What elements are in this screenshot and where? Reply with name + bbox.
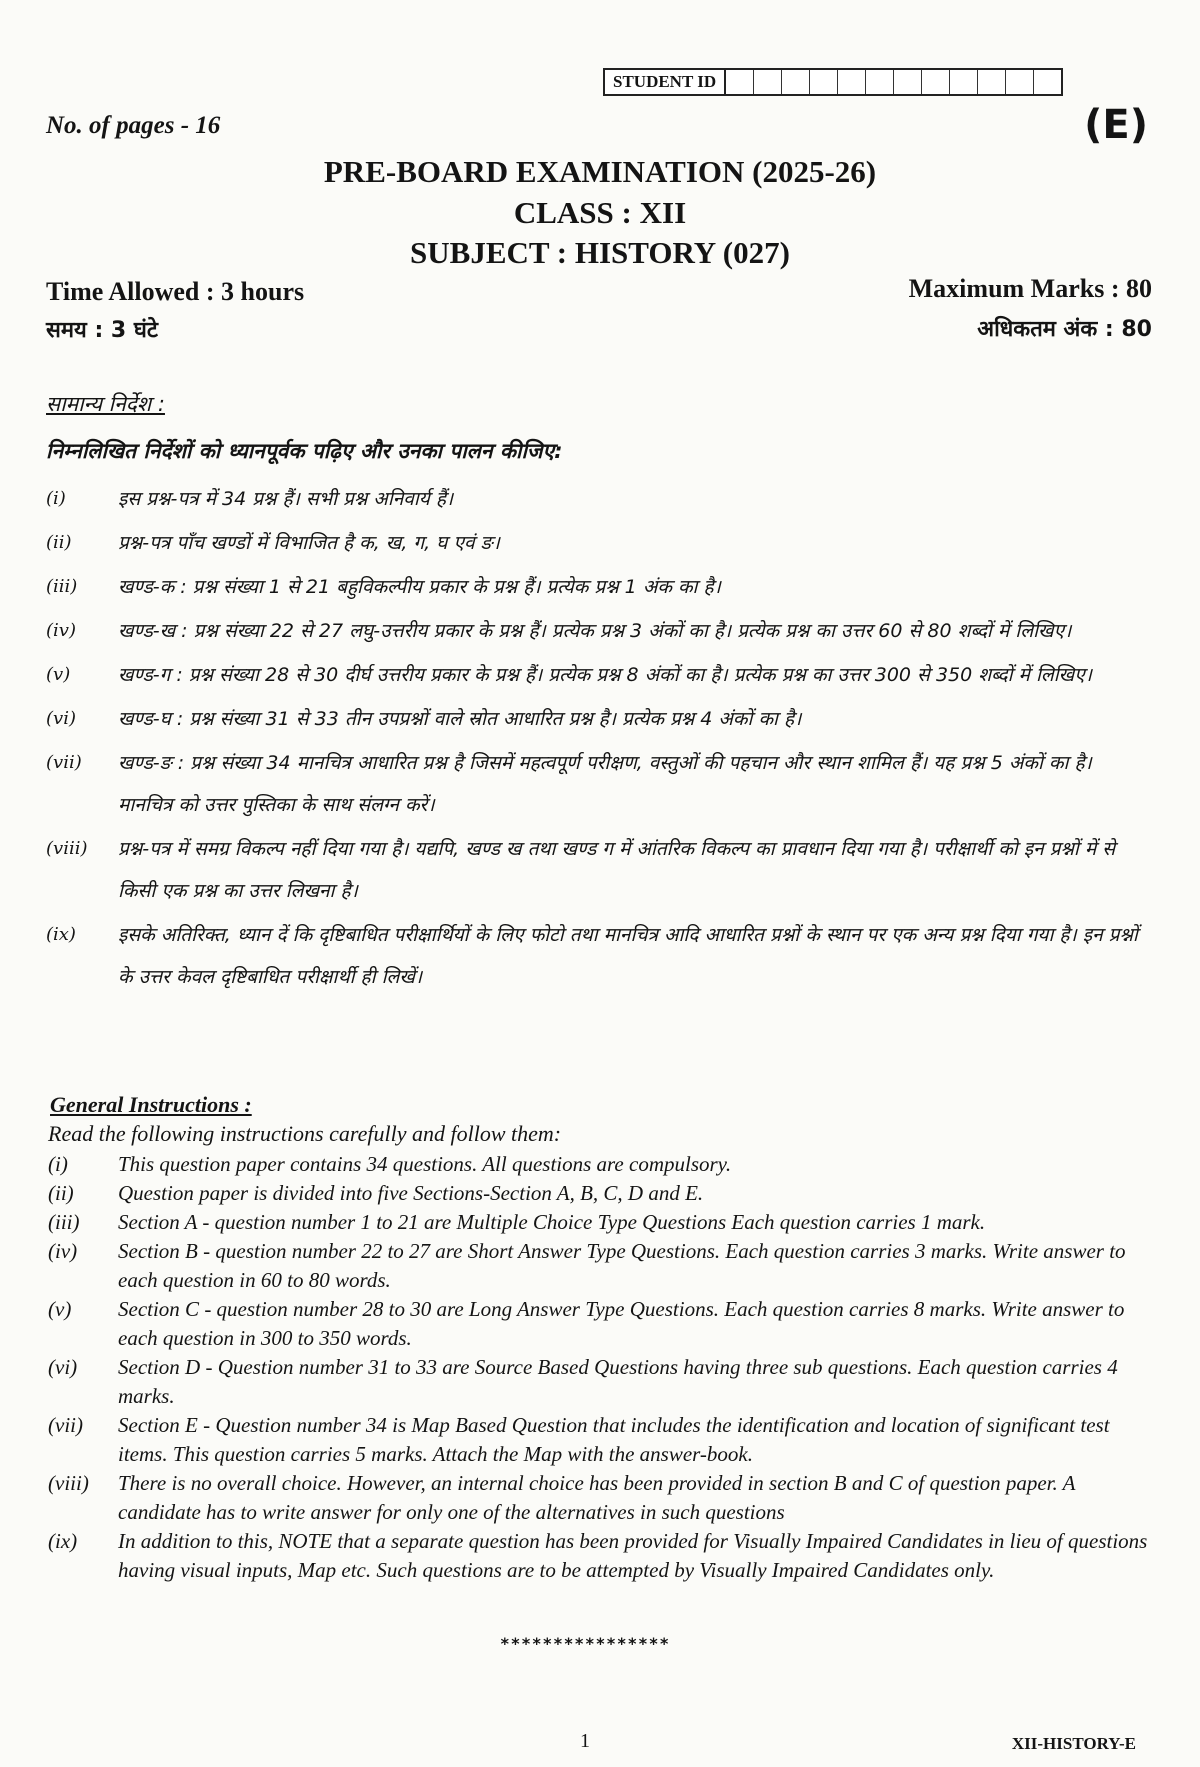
- english-instructions-heading: General Instructions :: [50, 1092, 252, 1117]
- item-text: खण्ड-ख : प्रश्न संख्या 22 से 27 लघु-उत्तरीय प्रकार के प्रश्न हैं। प्रत्येक प्रश्न 3 अंकों का है। प्रत्येक प्रश्न का उत्तर 60 से 80 शब्दों में लिखिए।: [118, 620, 1072, 642]
- item-text: खण्ड-ङ : प्रश्न संख्या 34 मानचित्र आधारित प्रश्न है जिसमें महत्वपूर्ण परीक्षण, वस्तुओं की पहचान और स्थान शामिल हैं। यह प्रश्न 5 अंकों का है। मानचित्र को उत्तर पुस्तिका के साथ संलग्न करें।: [118, 752, 1092, 816]
- item-text: Section E - Question number 34 is Map Based Question that includes the identification and location of significant test items. This question carries 5 marks. Attach the Map with the answer-book.: [118, 1413, 1110, 1466]
- list-item: [48, 1411, 1148, 1469]
- student-id-cell: [810, 70, 838, 94]
- item-number: (iv): [46, 620, 76, 641]
- item-text: Section B - question number 22 to 27 are Short Answer Type Questions. Each question carries 3 marks. Write answer to each question in 60 to 80 words.: [118, 1239, 1126, 1292]
- list-item: [48, 1295, 1148, 1353]
- list-item: [46, 828, 1146, 912]
- item-text: Question paper is divided into five Sections-Section A, B, C, D and E.: [118, 1181, 704, 1205]
- class-title: CLASS : XII: [513, 195, 687, 230]
- item-number: (ii): [46, 532, 72, 553]
- item-text: This question paper contains 34 questions. All questions are compulsory.: [118, 1152, 732, 1176]
- item-text: Section C - question number 28 to 30 are Long Answer Type Questions. Each question carries 8 marks. Write answer to each question in 300 to 350 words.: [118, 1297, 1125, 1350]
- item-number: (vii): [48, 1413, 83, 1437]
- time-allowed-en: Time Allowed : 3 hours: [46, 277, 305, 306]
- item-number: (vii): [46, 752, 82, 773]
- exam-title: PRE-BOARD EXAMINATION (2025-26): [323, 154, 877, 189]
- list-item: [46, 478, 1146, 520]
- student-id-cell: [866, 70, 894, 94]
- item-number: (iii): [48, 1210, 80, 1234]
- list-item: [48, 1179, 1148, 1208]
- list-item: [46, 610, 1146, 652]
- list-item: [48, 1208, 1148, 1237]
- item-number: (ii): [48, 1181, 74, 1205]
- item-text: In addition to this, NOTE that a separate question has been provided for Visually Impaired Candidates in lieu of questions having visual inputs, Map etc. Such questions are to be attempted by Visually Impaired Candidates only.: [118, 1529, 1148, 1582]
- student-id-cell: [1034, 70, 1061, 94]
- list-item: [46, 654, 1146, 696]
- time-allowed-hi: समय : 3 घंटे: [46, 318, 158, 343]
- list-item: [48, 1469, 1148, 1527]
- item-number: (ix): [46, 924, 76, 945]
- list-item: [46, 698, 1146, 740]
- item-number: (viii): [48, 1471, 89, 1495]
- student-id-cell: [782, 70, 810, 94]
- item-text: There is no overall choice. However, an internal choice has been provided in section B and C of question paper. A candidate has to write answer for only one of the alternatives in such questions: [118, 1471, 1076, 1524]
- student-id-cell: [922, 70, 950, 94]
- student-id-cell: [950, 70, 978, 94]
- list-item: [48, 1237, 1148, 1295]
- item-number: (vi): [46, 708, 76, 729]
- student-id-cell: [978, 70, 1006, 94]
- end-stars-divider: ****************: [499, 1634, 671, 1653]
- item-number: (i): [48, 1152, 68, 1176]
- item-text: Section A - question number 1 to 21 are Multiple Choice Type Questions Each question carries 1 mark.: [118, 1210, 986, 1234]
- item-text: प्रश्न-पत्र पाँच खण्डों में विभाजित है क, ख, ग, घ एवं ङ।: [118, 532, 500, 554]
- paper-code: XII-HISTORY-E: [1011, 1734, 1136, 1753]
- max-marks-en: Maximum Marks : 80: [908, 274, 1152, 303]
- list-item: [46, 522, 1146, 564]
- item-number: (v): [46, 664, 71, 685]
- item-text: इस प्रश्न-पत्र में 34 प्रश्न हैं। सभी प्रश्न अनिवार्य हैं।: [118, 488, 454, 510]
- item-number: (i): [46, 488, 66, 509]
- english-instructions-list: [48, 1150, 1148, 1585]
- student-id-cells: [726, 68, 1063, 96]
- list-item: [48, 1150, 1148, 1179]
- item-number: (iv): [48, 1239, 78, 1263]
- list-item: [48, 1527, 1148, 1585]
- hindi-instructions-list: [46, 478, 1146, 1000]
- item-text: Section D - Question number 31 to 33 are Source Based Questions having three sub questions. Each question carries 4 marks.: [118, 1355, 1118, 1408]
- student-id-cell: [726, 70, 754, 94]
- student-id-cell: [1006, 70, 1034, 94]
- item-text: प्रश्न-पत्र में समग्र विकल्प नहीं दिया गया है। यद्यपि, खण्ड ख तथा खण्ड ग में आंतरिक विकल्प का प्रावधान दिया गया है। परीक्षार्थी को इन प्रश्नों में से किसी एक प्रश्न का उत्तर लिखना है।: [118, 838, 1116, 902]
- item-text: खण्ड-ग : प्रश्न संख्या 28 से 30 दीर्घ उत्तरीय प्रकार के प्रश्न हैं। प्रत्येक प्रश्न 8 अंकों का है। प्रत्येक प्रश्न का उत्तर 300 से 350 शब्दों में लिखिए।: [118, 664, 1092, 686]
- item-text: खण्ड-क : प्रश्न संख्या 1 से 21 बहुविकल्पीय प्रकार के प्रश्न हैं। प्रत्येक प्रश्न 1 अंक का है।: [118, 576, 721, 598]
- item-text: इसके अतिरिक्त, ध्यान दें कि दृष्टिबाधित परीक्षार्थियों के लिए फोटो तथा मानचित्र आदि आधारित प्रश्नों के स्थान पर एक अन्य प्रश्न दिया गया है। इन प्रश्नों के उत्तर केवल दृष्टिबाधित परीक्षार्थी ही लिखें।: [118, 924, 1138, 988]
- hindi-instructions-subheading: निम्नलिखित निर्देशों को ध्यानपूर्वक पढ़िए और उनका पालन कीजिए:: [46, 439, 563, 463]
- student-id-box: [603, 68, 1063, 96]
- english-instructions-subheading: Read the following instructions carefully and follow them:: [48, 1121, 562, 1146]
- item-number: (ix): [48, 1529, 78, 1553]
- set-code: (E): [1084, 102, 1148, 148]
- max-marks-hi: अधिकतम अंक : 80: [977, 317, 1152, 342]
- page-number: 1: [580, 1730, 590, 1752]
- item-number: (viii): [46, 838, 88, 859]
- item-number: (v): [48, 1297, 72, 1321]
- hindi-instructions-heading: सामान्य निर्देश :: [46, 392, 165, 416]
- item-number: (iii): [46, 576, 78, 597]
- page-count: No. of pages - 16: [46, 112, 221, 139]
- student-id-label: STUDENT ID: [603, 68, 726, 96]
- list-item: [46, 914, 1146, 998]
- item-text: खण्ड-घ : प्रश्न संख्या 31 से 33 तीन उपप्रश्नों वाले स्रोत आधारित प्रश्न है। प्रत्येक प्रश्न 4 अंकों का है।: [118, 708, 802, 730]
- list-item: [48, 1353, 1148, 1411]
- student-id-cell: [838, 70, 866, 94]
- student-id-cell: [894, 70, 922, 94]
- list-item: [46, 742, 1146, 826]
- student-id-cell: [754, 70, 782, 94]
- subject-title: SUBJECT : HISTORY (027): [410, 235, 790, 270]
- item-number: (vi): [48, 1355, 78, 1379]
- list-item: [46, 566, 1146, 608]
